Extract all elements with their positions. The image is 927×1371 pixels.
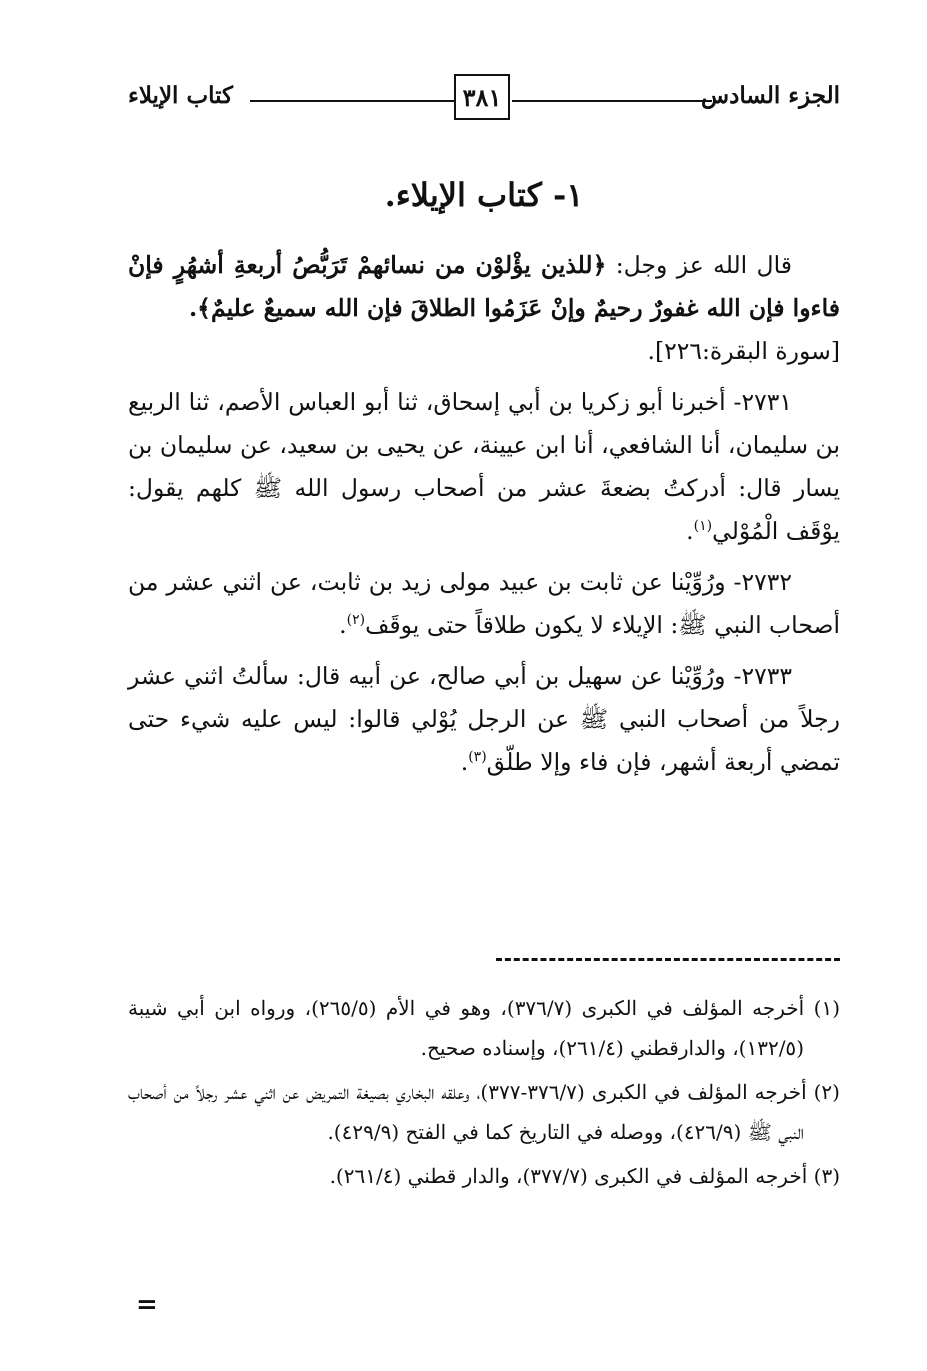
footnote-ref[interactable]: (٣) (468, 749, 487, 766)
verse-source: [سورة البقرة:٢٢٦]. (647, 337, 840, 365)
intro-lead: قال الله عز وجل: (606, 251, 793, 279)
footnote-ref[interactable]: (٢) (346, 612, 366, 629)
hadith-text: ٢٧٣٢- ورُوِّيْنا عن ثابت بن عبيد مولى زيد بن ثابت، عن اثني عشر من أصحاب النبي ﷺ: الإيلاء لا يكون طلاقاً حتى يوقَف (128, 568, 840, 639)
hadith-text: ٢٧٣٣- ورُوِّيْنا عن سهيل بن أبي صالح، عن أبيه قال: سألتُ اثني عشر رجلاً من أصحاب النبي ﷺ عن الرجل يُوْلي قالوا: ليس عليه شيء حتى تمضي أربعة أشهر، فإن فاء وإلا طلّق (128, 662, 840, 776)
footnote-ref[interactable]: (١) (693, 518, 713, 535)
book-label: كتاب الإيلاء (128, 82, 234, 109)
header-rule-right (512, 100, 712, 102)
hadith-text: ٢٧٣١- أخبرنا أبو زكريا بن أبي إسحاق، ثنا أبو العباس الأصم، ثنا الربيع بن سليمان، أنا الشافعي، أنا ابن عيينة، عن يحيى بن سعيد، عن سليمان بن يسار قال: أدركتُ بضعةَ عشر من أصحاب رسول الله ﷺ كلهم يقول: يوْقَف الْمُوْلي (128, 388, 840, 545)
intro-paragraph (128, 244, 840, 373)
footnote-item: (٢) أخرجه المؤلف في الكبرى (٣٧٦/٧-٣٧٧)، وعلقه البخاري بصيغة التمريض عن اثني عشر رجلاً من أصحاب النبي ﷺ (٤٢٦/٩)، ووصله في التاريخ كما في الفتح (٤٢٩/٩). (128, 1080, 840, 1144)
footnote-item: (١) أخرجه المؤلف في الكبرى (٣٧٦/٧)، وهو في الأم (٢٦٥/٥)، ورواه ابن أبي شيبة (١٣٢/٥)، والدارقطني (٢٦١/٤)، وإسناده صحيح. (128, 996, 840, 1060)
footnotes (128, 988, 840, 1200)
footnote-separator (496, 958, 840, 961)
page-number: ٣٨١ (454, 74, 510, 120)
hadith-end: . (339, 611, 347, 639)
hadith-end: . (460, 748, 469, 776)
chapter-title: ١- كتاب الإيلاء. (384, 176, 584, 214)
main-text (128, 244, 840, 792)
quran-verse: ﴿للذين يؤْلوْن من نسائهمْ تَرَبُّصُ أربعةِ أشهُرٍ فإنْ فاءوا فإن الله غفورٌ رحيمٌ وإنْ عَزَمُوا الطلاقَ فإن الله سميعٌ عليمٌ﴾. (128, 251, 840, 322)
volume-label: الجزء السادس (701, 82, 840, 109)
header-rule-left (250, 100, 454, 102)
hadith-paragraph (128, 655, 840, 784)
continuation-mark: = (136, 1290, 158, 1320)
hadith-end: . (686, 517, 694, 545)
footnote-item: (٣) أخرجه المؤلف في الكبرى (٣٧٧/٧)، والدار قطني (٢٦١/٤). (329, 1164, 840, 1188)
running-head (128, 74, 840, 124)
hadith-paragraph (128, 561, 840, 647)
hadith-paragraph (128, 381, 840, 553)
